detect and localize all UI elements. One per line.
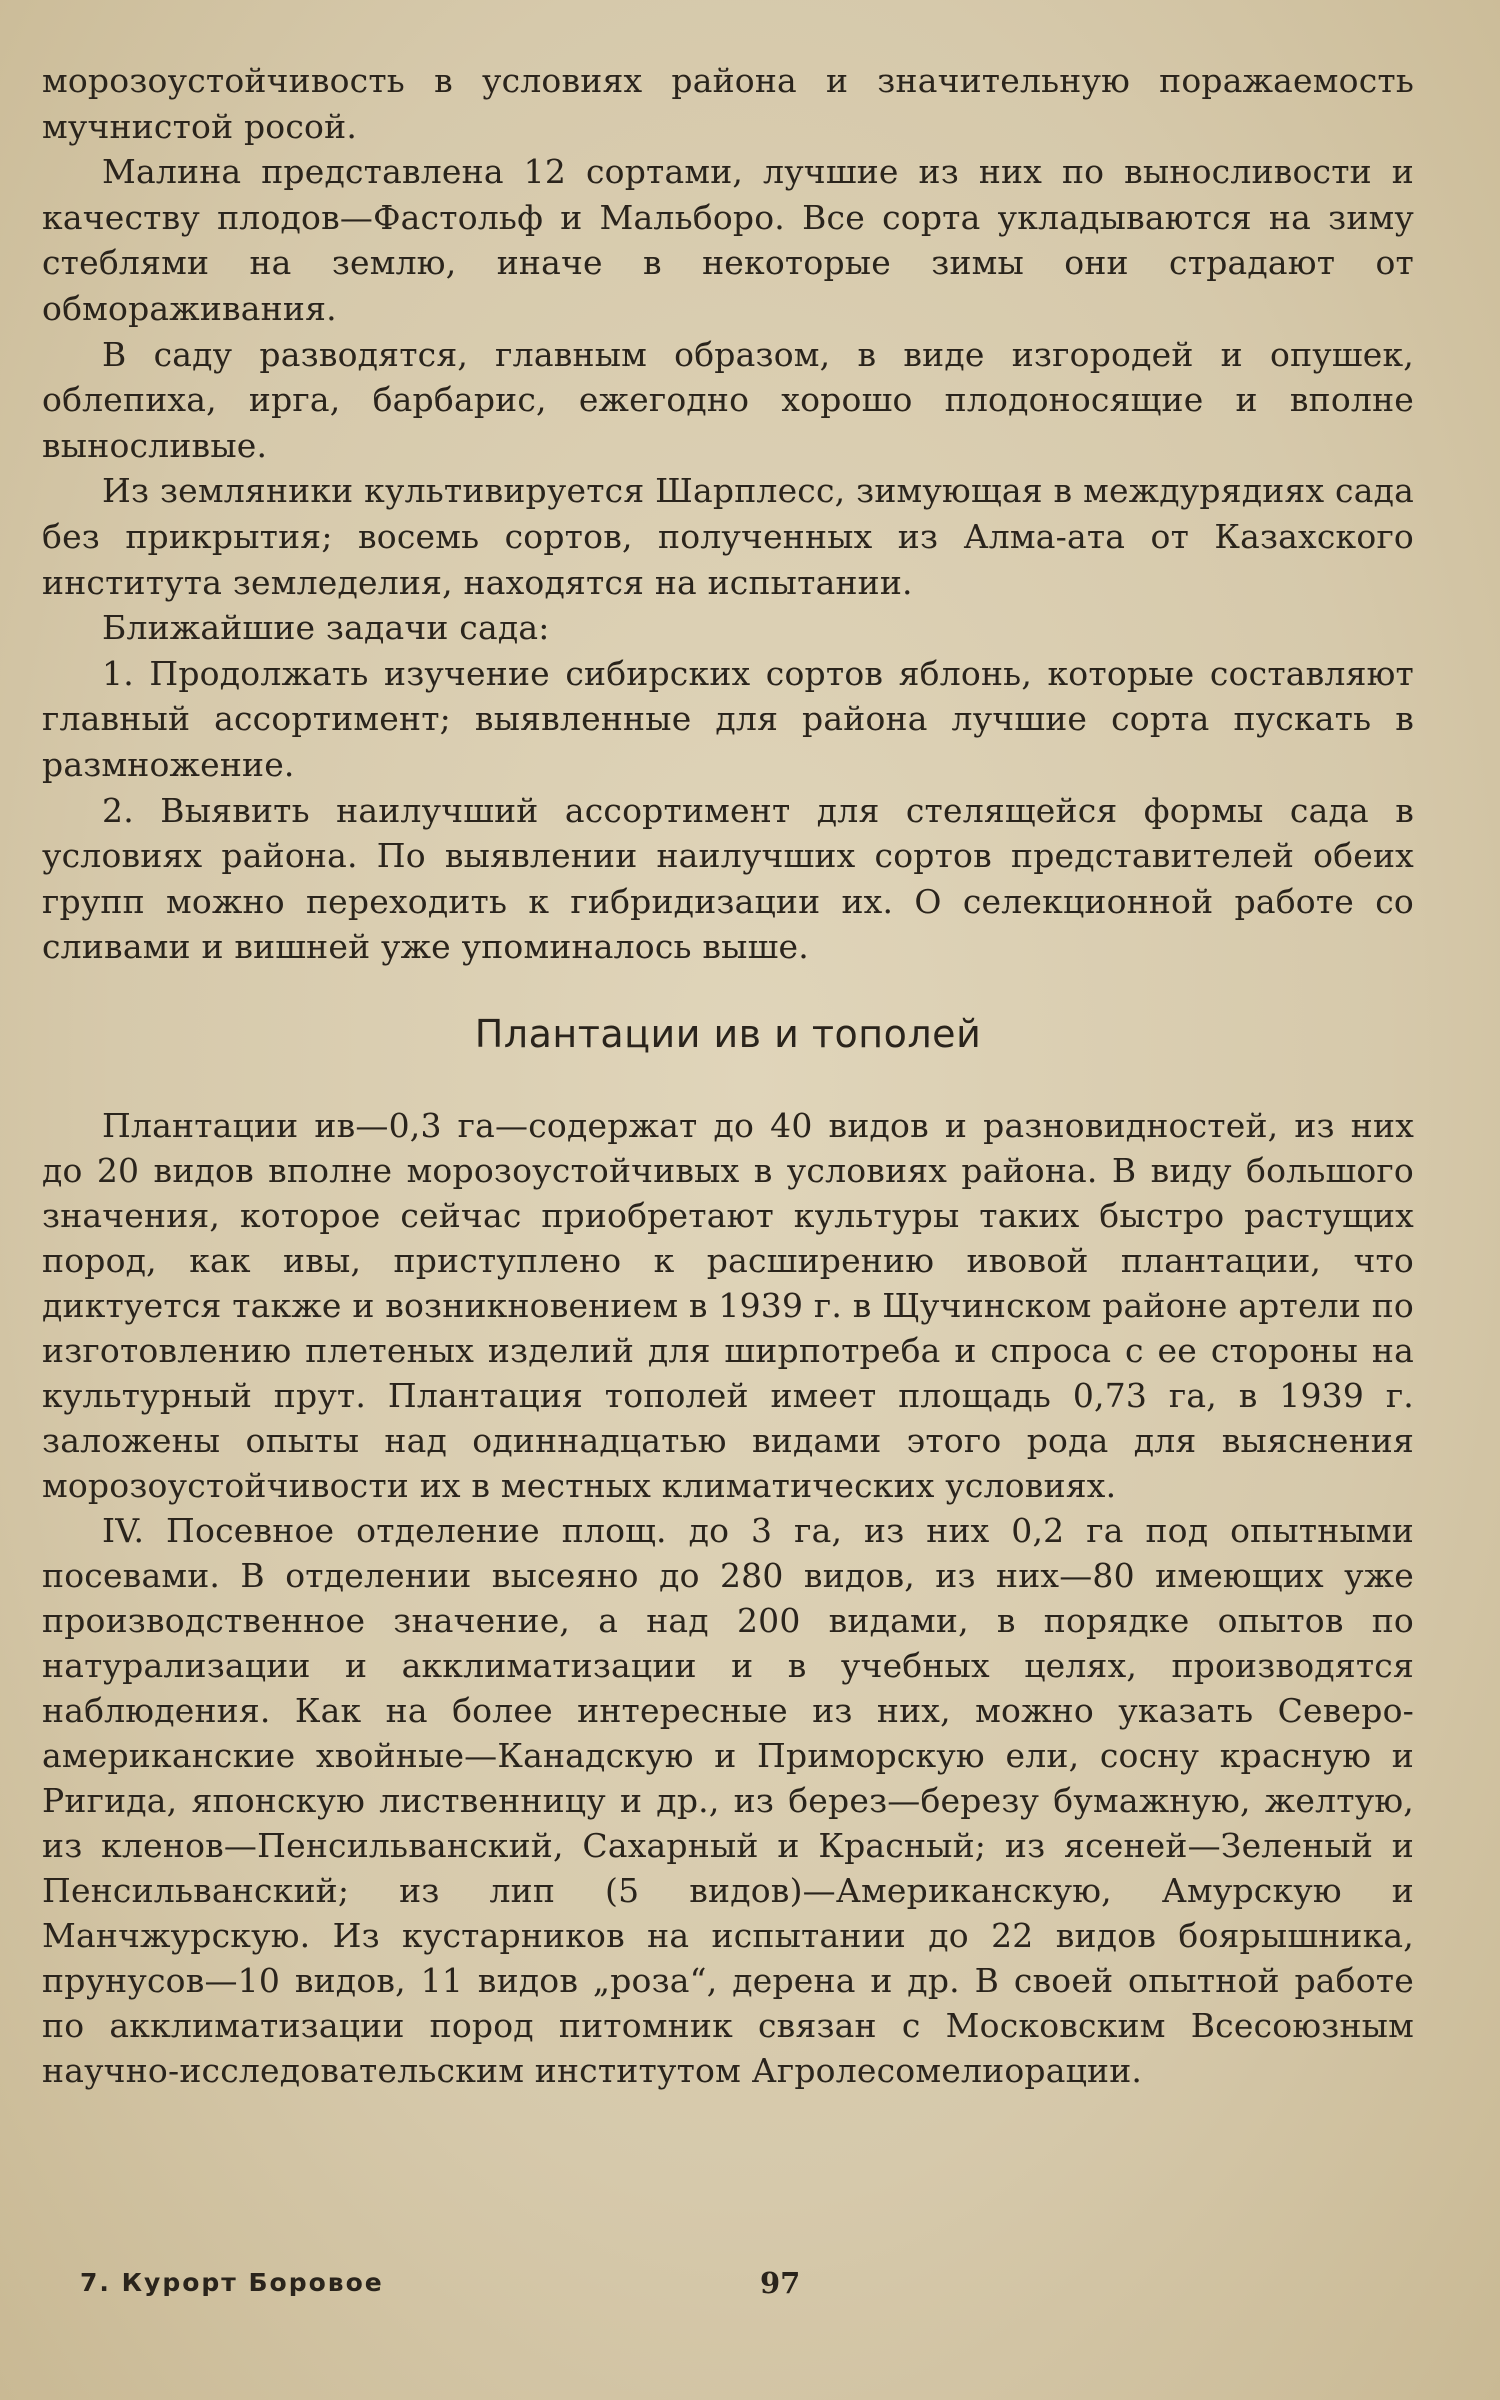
paragraph-plantations: Плантации ив—0,3 га—содержат до 40 видов и разновидностей, из них до 20 видов вполне морозоустойчивых в условиях района. В виду большого значения, которое сейчас приобретают культуры таких быстро растущих пород, как ивы, приступлено к расширению ивовой плантации, что диктуется также и возникновением в 1939 г. в Щучинском районе артели по изготовлению плетеных изделий для ширпотреба и спроса с ее стороны на культурный прут. Плантация тополей имеет площадь 0,73 га, в 1939 г. заложены опыты над одиннадцатью видами этого рода для выяснения морозоустойчивости их в местных климатических условиях.	[42, 1105, 1414, 1505]
page-footer	[80, 2262, 1380, 2302]
paragraph-strawberry: Из земляники культивируется Шарплесс, зимующая в междурядиях сада без прикрытия; восемь сортов, полученных из Алма-ата от Казахского института земледелия, находятся на испытании.	[42, 471, 1414, 602]
garden-section	[42, 58, 1414, 970]
printer-signature: 7. Курорт Боровое	[80, 2268, 384, 2297]
page-number: 97	[760, 2266, 801, 2300]
paragraph-tasks-heading: Ближайшие задачи сада:	[102, 608, 550, 648]
paragraph-continuation: морозоустойчивость в условиях района и значительную поражаемость мучнистой росой.	[42, 61, 1414, 146]
paragraph-task-1: 1. Продолжать изучение сибирских сортов яблонь, которые составляют главный ассортимент; выявленные для района лучшие сорта пускать в размножение.	[42, 653, 1414, 784]
willow-poplar-section	[42, 1103, 1414, 2093]
paragraph-sowing-department: IV. Посевное отделение площ. до 3 га, из них 0,2 га под опытными посевами. В отделении высеяно до 280 видов, из них—80 имеющих уже производственное значение, а над 200 видами, в порядке опытов по натурализации и акклиматизации и в учебных целях, производятся наблюдения. Как на более интересные из них, можно указать Северо-американские хвойные—Канадскую и Приморскую ели, сосну красную и Ригида, японскую лиственницу и др., из берез—березу бумажную, желтую, из кленов—Пенсильванский, Сахарный и Красный; из ясеней—Зеленый и Пенсильванский; из лип (5 видов)—Американскую, Амурскую и Манчжурскую. Из кустарников на испытании до 22 видов боярышника, прунусов—10 видов, 11 видов „роза“, дерена и др. В своей опытной работе по акклиматизации пород питомник связан с Московским Всесоюзным научно-исследовательским институтом Агролесомелиорации.	[42, 1510, 1414, 2090]
book-page	[42, 58, 1414, 2358]
paragraph-raspberry: Малина представлена 12 сортами, лучшие из них по выносливости и качеству плодов—Фастольф и Мальборо. Все сорта укладываются на зиму стеблями на землю, иначе в некоторые зимы они страдают от обмораживания.	[42, 152, 1414, 328]
paragraph-task-2: 2. Выявить наилучший ассортимент для стелящейся формы сада в условиях района. По выявлении наилучших сортов представителей обеих групп можно переходить к гибридизации их. О селекционной работе со сливами и вишней уже упоминалось выше.	[42, 790, 1414, 967]
paragraph-shrubs: В саду разводятся, главным образом, в виде изгородей и опушек, облепиха, ирга, барбарис, ежегодно хорошо плодоносящие и вполне выносливые.	[42, 334, 1414, 465]
section-heading: Плантации ив и тополей	[474, 1011, 982, 1056]
